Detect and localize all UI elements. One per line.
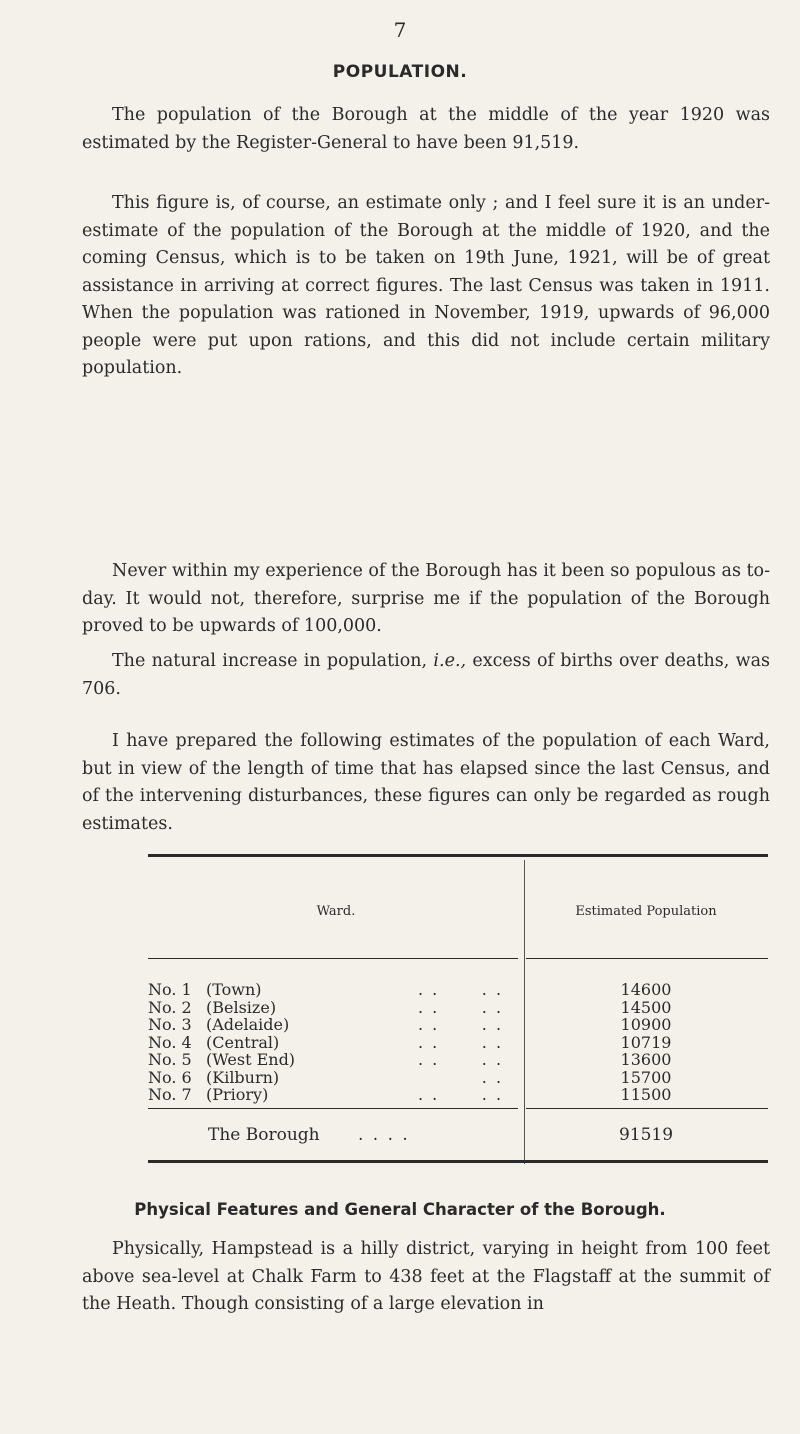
leader-dots: . . . . [418,997,504,1017]
leader-dots: . . . . [418,1050,504,1069]
ward-name: (Central) [206,1032,280,1052]
column-header-ward: Ward. [316,904,356,919]
header-rule-left [148,958,518,959]
total-leader-dots: . . . . [358,1125,410,1145]
ward-name: (Town) [206,980,262,999]
ward-population: 15700 [620,1067,672,1087]
natural-increase-text-start: The natural increase in population, [112,651,428,671]
leader-dots: . . . . [418,1032,504,1052]
total-population: 91519 [618,1125,674,1145]
ward-population: 11500 [620,1085,672,1104]
ward-population-table [148,854,768,1170]
ward-name: (Belsize) [206,997,277,1017]
ward-number: No. 7 [148,1085,192,1104]
total-rule-right [526,1108,768,1109]
ward-name: (Adelaide) [206,1015,290,1034]
total-rule-left [148,1108,518,1109]
ward-number: No. 3 [148,1015,192,1034]
ward-number: No. 6 [148,1067,192,1087]
header-rule-right [526,958,768,959]
natural-increase-text-end: excess of births over deaths, was 706. [82,651,770,699]
section-heading: POPULATION. [332,62,468,82]
ward-number: No. 2 [148,997,192,1017]
ward-population: 13600 [620,1050,672,1069]
ward-population: 14500 [620,997,672,1017]
ward-population: 14600 [620,980,672,999]
paragraph-physical-features: Physically, Hampstead is a hilly district, varying in height from 100 feet above sea-level at Chalk Farm to 438 feet at the Flagstaff at the summit of the Heath. Though consisting of a large elevation in [82,1239,770,1314]
ward-number: No. 5 [148,1050,192,1069]
leader-dots: . . . . [418,1085,504,1104]
leader-dots: . . [418,1067,504,1087]
ward-name: (West End) [206,1050,296,1069]
table-row [148,1085,768,1107]
natural-increase-ie: i.e., [433,651,467,671]
ward-name: (Priory) [206,1085,269,1104]
paragraph-natural-increase [82,648,770,703]
ward-population: 10900 [620,1015,672,1034]
table-top-rule [148,854,768,857]
ward-number: No. 4 [148,1032,192,1052]
ward-name: (Kilburn) [206,1067,280,1087]
physical-features-heading: Physical Features and General Character of the Borough. [134,1200,666,1219]
leader-dots: . . . . [418,980,504,999]
table-bottom-rule [148,1160,768,1163]
ward-population: 10719 [620,1032,672,1052]
page-number: 7 [393,18,407,42]
paragraph-populous: Never within my experience of the Borough has it been so populous as to-day. It would not, therefore, surprise me if the population of the Borough proved to be upwards of 100,000. [82,561,770,636]
paragraph-ward-estimates: I have prepared the following estimates of the population of each Ward, but in view of the length of time that has elapsed since the last Census, and of the intervening disturbances, these figures can only be regarded as rough estimates. [82,731,770,834]
column-header-population: Estimated Population [575,904,717,919]
ward-number: No. 1 [148,980,192,999]
leader-dots: . . . . [418,1015,504,1034]
total-label: The Borough [208,1125,320,1145]
paragraph-estimate: The population of the Borough at the middle of the year 1920 was estimated by the Register-General to have been 91,519. [82,105,770,153]
paragraph-census: This figure is, of course, an estimate only ; and I feel sure it is an under-estimate of the population of the Borough at the middle of 1920, and the coming Census, which is to be taken on 19th June, 1921, will be of great assistance in arriving at correct figures. The last Census was taken in 1911. When the population was rationed in November, 1919, upwards of 96,000 people were put upon rations, and this did not include certain military population. [82,193,770,378]
